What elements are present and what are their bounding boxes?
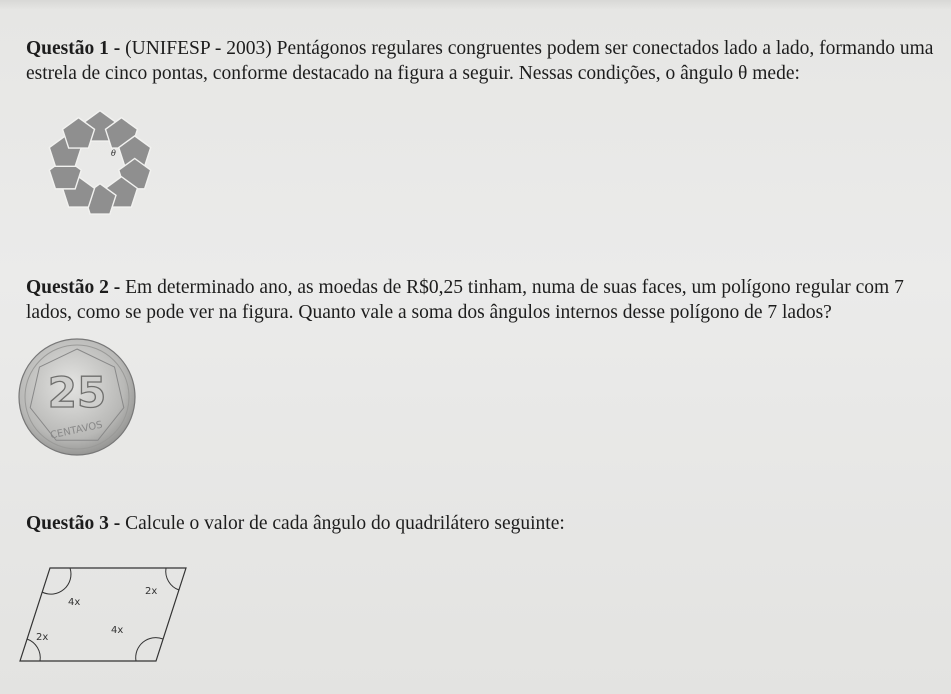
question-2 [26,275,942,325]
theta-label: θ [111,149,116,158]
quadrilateral-figure [18,566,190,666]
question-1-text: (UNIFESP - 2003) Pentágonos regulares congruentes podem ser conectados lado a lado, formando uma estrela de cinco pontas, conforme destacado na figura a seguir. Nessas condições, o ângulo θ mede: [26,38,934,84]
question-3 [26,511,942,536]
question-1 [26,36,942,86]
angle-bottom-right-label: 4x [111,625,124,636]
question-1-label: Questão 1 - [26,38,121,59]
arc-bottom-right [136,638,163,661]
question-3-text: Calcule o valor de cada ângulo do quadrilátero seguinte: [120,513,565,534]
question-2-label: Questão 2 - [26,277,121,298]
question-3-label: Questão 3 - [26,513,121,534]
coin-word: CENTAVOS [49,419,104,442]
parallelogram-shape [20,568,186,661]
coin-figure [14,336,140,458]
angle-top-left-label: 4x [68,597,81,608]
angle-top-right-label: 2x [145,586,158,597]
page-shadow [0,0,951,10]
angle-bottom-left-label: 2x [36,632,49,643]
question-2-text: Em determinado ano, as moedas de R$0,25 tinham, numa de suas faces, um polígono regular com 7 lados, como se pode ver na figura. Quanto vale a soma dos ângulos internos desse polígono de 7 lados? [26,277,904,323]
pentagon-star-figure [36,100,164,234]
arc-top-right [166,568,179,590]
coin-number: 25 [47,368,107,417]
